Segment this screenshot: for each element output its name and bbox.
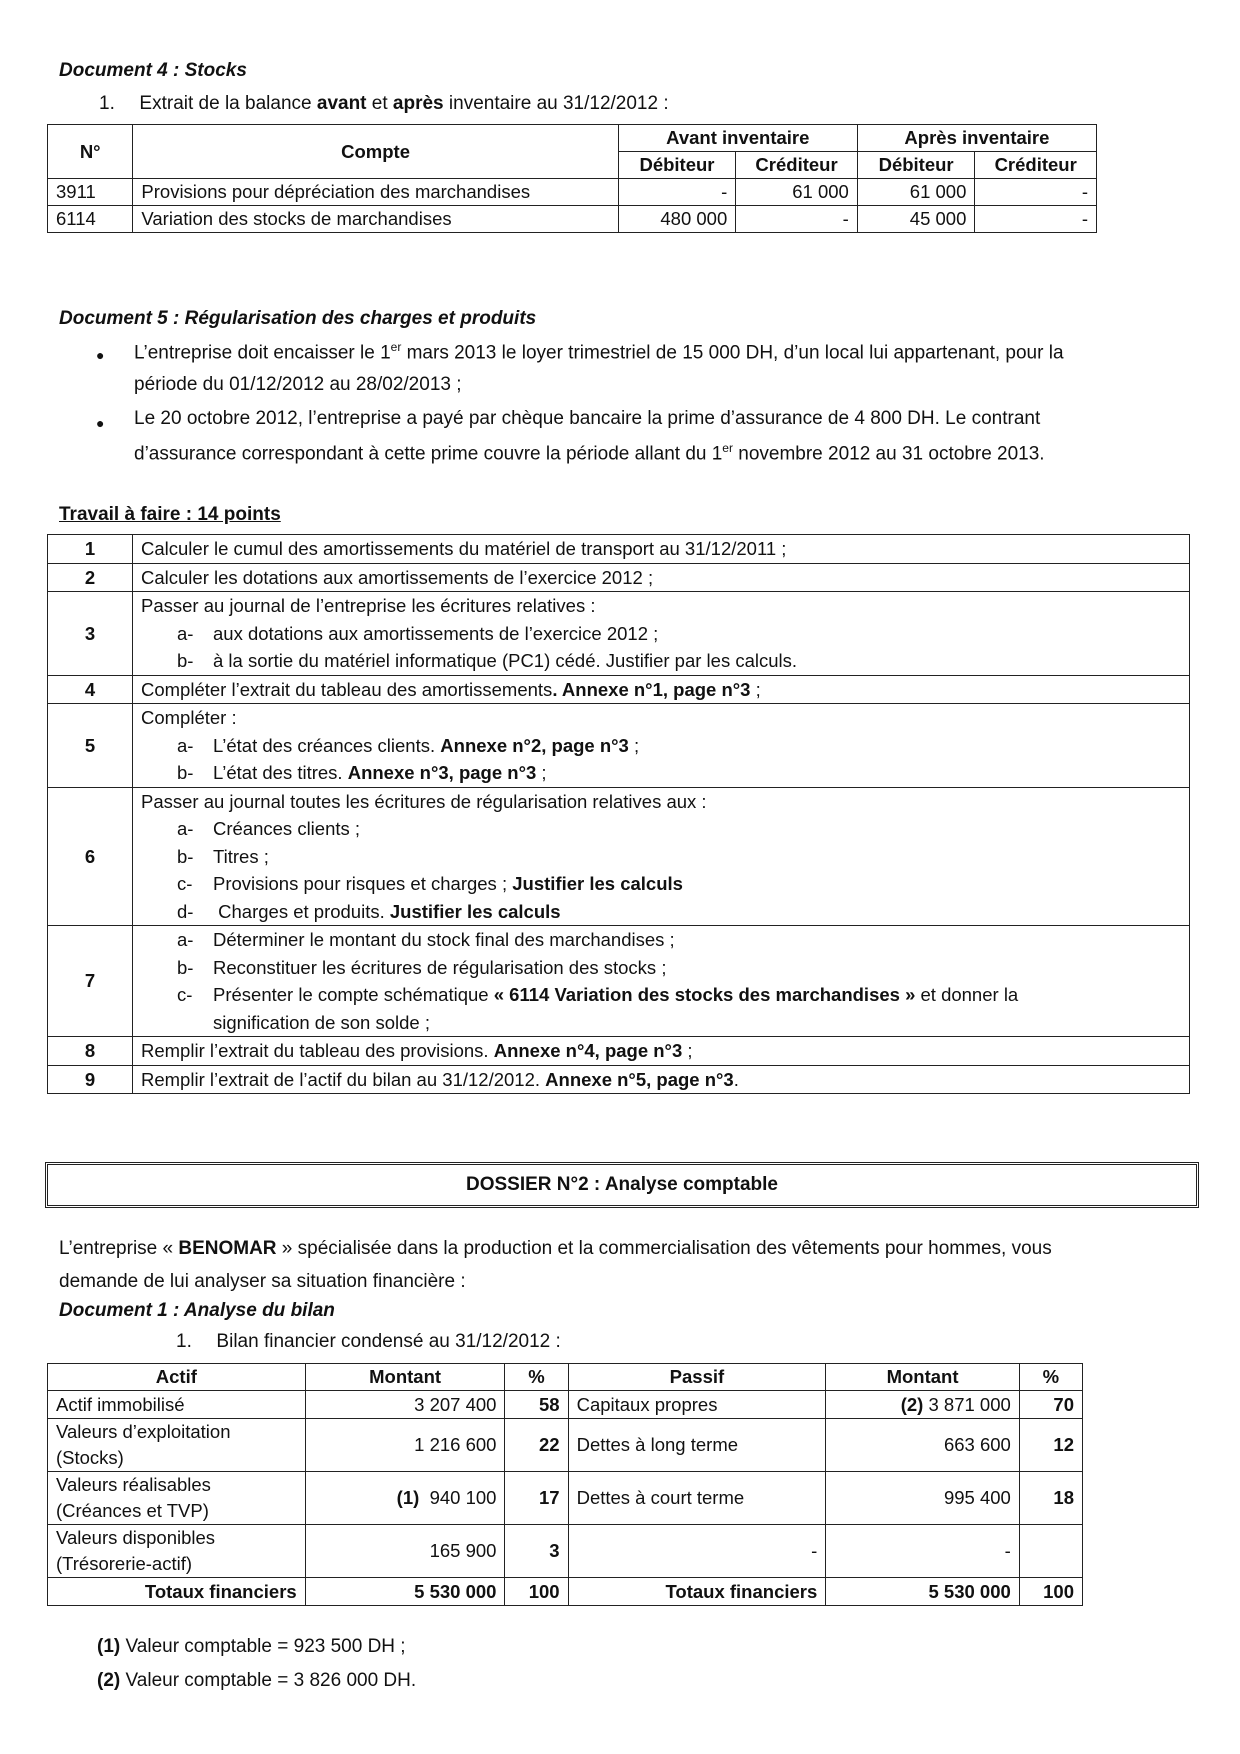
task-row-6 — [48, 787, 1190, 926]
actif-montant: 3 207 400 — [305, 1391, 505, 1419]
doc4-intro-apres: après — [392, 93, 444, 114]
task5-b-post: ; — [536, 762, 547, 783]
intro-company: BENOMAR — [178, 1238, 277, 1259]
table-row — [48, 1391, 1083, 1419]
doc5-bullet2-line2 — [134, 441, 1045, 465]
bullet-icon: ● — [96, 415, 105, 431]
task8-bold: Annexe n°4, page n°3 — [493, 1040, 683, 1061]
actif-label-l1: Valeurs disponibles — [56, 1527, 216, 1548]
row-compte: Variation des stocks de marchandises — [133, 206, 618, 233]
doc5-b2-post: novembre 2012 au 31 octobre 2013. — [732, 443, 1045, 465]
doc4-intro — [99, 93, 669, 115]
doc5-title: Document 5 : Régularisation des charges et produits — [59, 308, 537, 329]
passif-label: Dettes à court terme — [568, 1472, 826, 1525]
actif-montant-value: 940 100 — [419, 1487, 497, 1508]
bilan-header-pct: % — [505, 1364, 568, 1391]
totals-actif-pct: 100 — [505, 1578, 568, 1606]
bilan-num: 1. — [176, 1331, 192, 1352]
task-text — [133, 926, 1190, 1037]
note-2-num: (2) — [97, 1670, 121, 1691]
table-row — [48, 179, 1097, 206]
task4-pre: Compléter l’extrait du tableau des amortissements — [141, 678, 553, 700]
task-num: 5 — [48, 704, 133, 788]
task5-a-pre: L’état des créances clients. — [213, 734, 441, 756]
passif-montant: 663 600 — [826, 1419, 1020, 1472]
task-text — [133, 592, 1190, 676]
task-row-3 — [48, 592, 1190, 676]
task6-c: c- Provisions pour risques et charges ; Justifier les calculs — [177, 873, 683, 894]
row-ap-deb: 45 000 — [857, 206, 975, 233]
task6-main: Passer au journal toutes les écritures de régularisation relatives aux : — [141, 790, 707, 812]
task-text: Calculer le cumul des amortissements du matériel de transport au 31/12/2011 ; — [133, 535, 1190, 564]
passif-label: Capitaux propres — [568, 1391, 826, 1419]
passif-montant: 995 400 — [826, 1472, 1020, 1525]
task8-post: ; — [682, 1040, 693, 1061]
task-num: 8 — [48, 1037, 133, 1066]
note-1-text: Valeur comptable = 923 500 DH ; — [125, 1636, 406, 1657]
actif-label: Actif immobilisé — [48, 1391, 306, 1419]
task5-b-pre: L’état des titres. — [213, 762, 348, 783]
task5-a-post: ; — [628, 734, 640, 756]
row-n: 3911 — [48, 179, 133, 206]
actif-label-l2: (Stocks) — [56, 1447, 124, 1468]
doc4-intro-avant: avant — [316, 93, 367, 114]
totals-passif-pct: 100 — [1019, 1578, 1082, 1606]
bilan-table — [47, 1363, 1083, 1606]
task5-b-bold: Annexe n°3, page n°3 — [347, 762, 537, 783]
task-num: 9 — [48, 1065, 133, 1094]
header-apres-debiteur: Débiteur — [857, 152, 975, 179]
actif-pct: 3 — [505, 1525, 568, 1578]
actif-montant: 165 900 — [305, 1525, 505, 1578]
totals-row — [48, 1578, 1083, 1606]
task-row-4 — [48, 675, 1190, 704]
task7-c-bold: « 6114 Variation des stocks des marchandises » — [493, 984, 916, 1005]
task7-b-text: Reconstituer les écritures de régularisation des stocks ; — [213, 956, 667, 978]
task7-c-post: et donner la — [915, 984, 1019, 1005]
bilan-header-pct-passif: % — [1019, 1364, 1082, 1391]
task-text — [133, 704, 1190, 788]
task6-b: b- Titres ; — [177, 845, 269, 867]
bilan-intro — [176, 1331, 561, 1353]
task9-post: . — [733, 1068, 739, 1090]
task-num: 4 — [48, 675, 133, 704]
doc1-title: Document 1 : Analyse du bilan — [59, 1300, 335, 1321]
actif-label-l2: (Créances et TVP) — [56, 1500, 209, 1521]
task-row-2 — [48, 563, 1190, 592]
row-ap-deb: 61 000 — [857, 179, 975, 206]
task9-bold: Annexe n°5, page n°3 — [545, 1068, 734, 1090]
actif-label — [48, 1472, 306, 1525]
header-n: N° — [48, 125, 133, 179]
task7-a: a- Déterminer le montant du stock final des marchandises ; — [177, 929, 675, 950]
task3-b-text: à la sortie du matériel informatique (PC1) cédé. Justifier par les calculs. — [213, 650, 798, 671]
task-text: Calculer les dotations aux amortissements de l’exercice 2012 ; — [133, 563, 1190, 592]
task6-d: d- Charges et produits. Justifier les calculs — [177, 900, 561, 922]
row-ap-cre: - — [975, 206, 1097, 233]
task5-b: b- L’état des titres. Annexe n°3, page n°3 ; — [177, 762, 547, 783]
table-row — [48, 206, 1097, 233]
passif-pct: 18 — [1019, 1472, 1082, 1525]
task3-a: a- aux dotations aux amortissements de l’exercice 2012 ; — [177, 622, 659, 644]
table-row — [48, 1525, 1083, 1578]
task-text — [133, 675, 1190, 704]
task-num: 6 — [48, 787, 133, 926]
note-1-ref: (1) — [396, 1487, 420, 1508]
doc5-bullet1-line1 — [134, 340, 1064, 364]
doc5-b1-sup: er — [390, 340, 402, 354]
bilan-header-montant-passif: Montant — [826, 1364, 1020, 1391]
header-avant-crediteur: Créditeur — [736, 152, 858, 179]
task4-post: ; — [750, 678, 761, 700]
task-num: 2 — [48, 563, 133, 592]
doc5-bullet1-line2: période du 01/12/2012 au 28/02/2013 ; — [134, 374, 462, 395]
header-compte: Compte — [133, 125, 618, 179]
header-apres: Après inventaire — [857, 125, 1096, 152]
totals-passif-montant: 5 530 000 — [826, 1578, 1020, 1606]
task-row-1 — [48, 535, 1190, 564]
doc5-b1-post: mars 2013 le loyer trimestriel de 15 000 DH, d’un local lui appartenant, pour la — [401, 342, 1064, 364]
task8-pre: Remplir l’extrait du tableau des provisions. — [141, 1040, 494, 1061]
task-text — [133, 1037, 1190, 1066]
row-av-cre: - — [736, 206, 858, 233]
task5-a: a- L’état des créances clients. Annexe n°2, page n°3 ; — [177, 734, 640, 756]
note-2-text: Valeur comptable = 3 826 000 DH. — [125, 1670, 417, 1691]
actif-pct: 58 — [505, 1391, 568, 1419]
task7-b: b- Reconstituer les écritures de régularisation des stocks ; — [177, 956, 667, 978]
passif-pct — [1019, 1525, 1082, 1578]
note-2-ref: (2) — [900, 1394, 924, 1415]
task-row-5 — [48, 704, 1190, 788]
doc5-b2-sup: er — [722, 441, 733, 455]
actif-label-l1: Valeurs d’exploitation — [56, 1421, 231, 1442]
task3-a-text: aux dotations aux amortissements de l’exercice 2012 ; — [213, 622, 659, 644]
task-row-7 — [48, 926, 1190, 1037]
task-text — [133, 1065, 1190, 1094]
task6-a: a- Créances clients ; — [177, 818, 361, 839]
task5-a-bold: Annexe n°2, page n°3 — [440, 734, 629, 756]
passif-pct: 70 — [1019, 1391, 1082, 1419]
doc5-b1-pre: L’entreprise doit encaisser le 1 — [134, 342, 391, 364]
passif-label: - — [568, 1525, 826, 1578]
row-av-deb: - — [618, 179, 736, 206]
passif-montant-value: 3 871 000 — [923, 1394, 1011, 1415]
row-compte: Provisions pour dépréciation des marchandises — [133, 179, 618, 206]
bilan-header-passif: Passif — [568, 1364, 826, 1391]
tasks-table — [47, 534, 1190, 1094]
task6-b-text: Titres ; — [213, 845, 269, 867]
totals-passif-label: Totaux financiers — [568, 1578, 826, 1606]
doc4-title: Document 4 : Stocks — [59, 60, 247, 81]
totals-label: Totaux financiers — [48, 1578, 306, 1606]
doc4-intro-post: inventaire au 31/12/2012 : — [443, 93, 669, 114]
task6-d-pre: Charges et produits. — [213, 900, 390, 922]
passif-pct: 12 — [1019, 1419, 1082, 1472]
stocks-table — [47, 124, 1097, 233]
actif-label-l2: (Trésorerie-actif) — [56, 1553, 193, 1574]
actif-label-l1: Valeurs réalisables — [56, 1474, 211, 1495]
actif-label — [48, 1525, 306, 1578]
intro-pre: L’entreprise « — [59, 1238, 179, 1259]
task-row-9 — [48, 1065, 1190, 1094]
passif-montant: - — [826, 1525, 1020, 1578]
row-av-cre: 61 000 — [736, 179, 858, 206]
task4-bold: . Annexe n°1, page n°3 — [552, 678, 751, 700]
dossier2-intro-line1 — [59, 1238, 1052, 1260]
task-num: 7 — [48, 926, 133, 1037]
actif-pct: 22 — [505, 1419, 568, 1472]
actif-montant — [305, 1472, 505, 1525]
doc5-b2-pre: d’assurance correspondant à cette prime couvre la période allant du 1 — [134, 443, 723, 465]
bilan-intro-text: Bilan financier condensé au 31/12/2012 : — [216, 1331, 561, 1352]
header-apres-crediteur: Créditeur — [975, 152, 1097, 179]
row-ap-cre: - — [975, 179, 1097, 206]
note-1-num: (1) — [97, 1636, 121, 1657]
doc4-intro-num: 1. — [99, 93, 115, 114]
table-row — [48, 1419, 1083, 1472]
bilan-header-actif: Actif — [48, 1364, 306, 1391]
task7-a-text: Déterminer le montant du stock final des marchandises ; — [213, 929, 675, 950]
task6-a-text: Créances clients ; — [213, 818, 361, 839]
doc4-intro-pre: Extrait de la balance — [139, 93, 317, 114]
doc4-intro-mid: et — [366, 93, 393, 114]
note-1 — [97, 1636, 406, 1658]
task9-pre: Remplir l’extrait de l’actif du bilan au 31/12/2012. — [141, 1068, 546, 1090]
task6-c-pre: Provisions pour risques et charges ; — [213, 873, 513, 894]
passif-montant — [826, 1391, 1020, 1419]
actif-label — [48, 1419, 306, 1472]
task7-c2: signification de son solde ; — [213, 1011, 430, 1033]
note-2 — [97, 1670, 416, 1692]
actif-montant: 1 216 600 — [305, 1419, 505, 1472]
passif-label: Dettes à long terme — [568, 1419, 826, 1472]
task3-b: b- à la sortie du matériel informatique (PC1) cédé. Justifier par les calculs. — [177, 650, 798, 671]
task-text — [133, 787, 1190, 926]
task-row-8 — [48, 1037, 1190, 1066]
travail-title: Travail à faire : 14 points — [59, 504, 281, 525]
intro-post: » spécialisée dans la production et la commercialisation des vêtements pour hommes, vous — [276, 1238, 1052, 1259]
totals-actif-montant: 5 530 000 — [305, 1578, 505, 1606]
dossier2-intro-line2: demande de lui analyser sa situation financière : — [59, 1271, 466, 1292]
task6-d-bold: Justifier les calculs — [389, 900, 561, 922]
task7-c-pre: Présenter le compte schématique — [213, 984, 494, 1005]
actif-pct: 17 — [505, 1472, 568, 1525]
table-row — [48, 1472, 1083, 1525]
task6-c-bold: Justifier les calculs — [512, 873, 683, 894]
header-avant-debiteur: Débiteur — [618, 152, 736, 179]
bullet-icon: ● — [96, 347, 105, 363]
task5-main: Compléter : — [141, 707, 237, 728]
task3-main: Passer au journal de l’entreprise les écritures relatives : — [141, 595, 596, 616]
dossier2-title: DOSSIER N°2 : Analyse comptable — [45, 1162, 1199, 1208]
task7-c: c- Présenter le compte schématique « 6114 Variation des stocks des marchandises » et donner la — [177, 984, 1019, 1005]
task-num: 1 — [48, 535, 133, 564]
row-av-deb: 480 000 — [618, 206, 736, 233]
row-n: 6114 — [48, 206, 133, 233]
bilan-header-montant: Montant — [305, 1364, 505, 1391]
header-avant: Avant inventaire — [618, 125, 857, 152]
task-num: 3 — [48, 592, 133, 676]
doc5-bullet2-line1: Le 20 octobre 2012, l’entreprise a payé par chèque bancaire la prime d’assurance de 4 800 DH. Le contrant — [134, 408, 1041, 429]
